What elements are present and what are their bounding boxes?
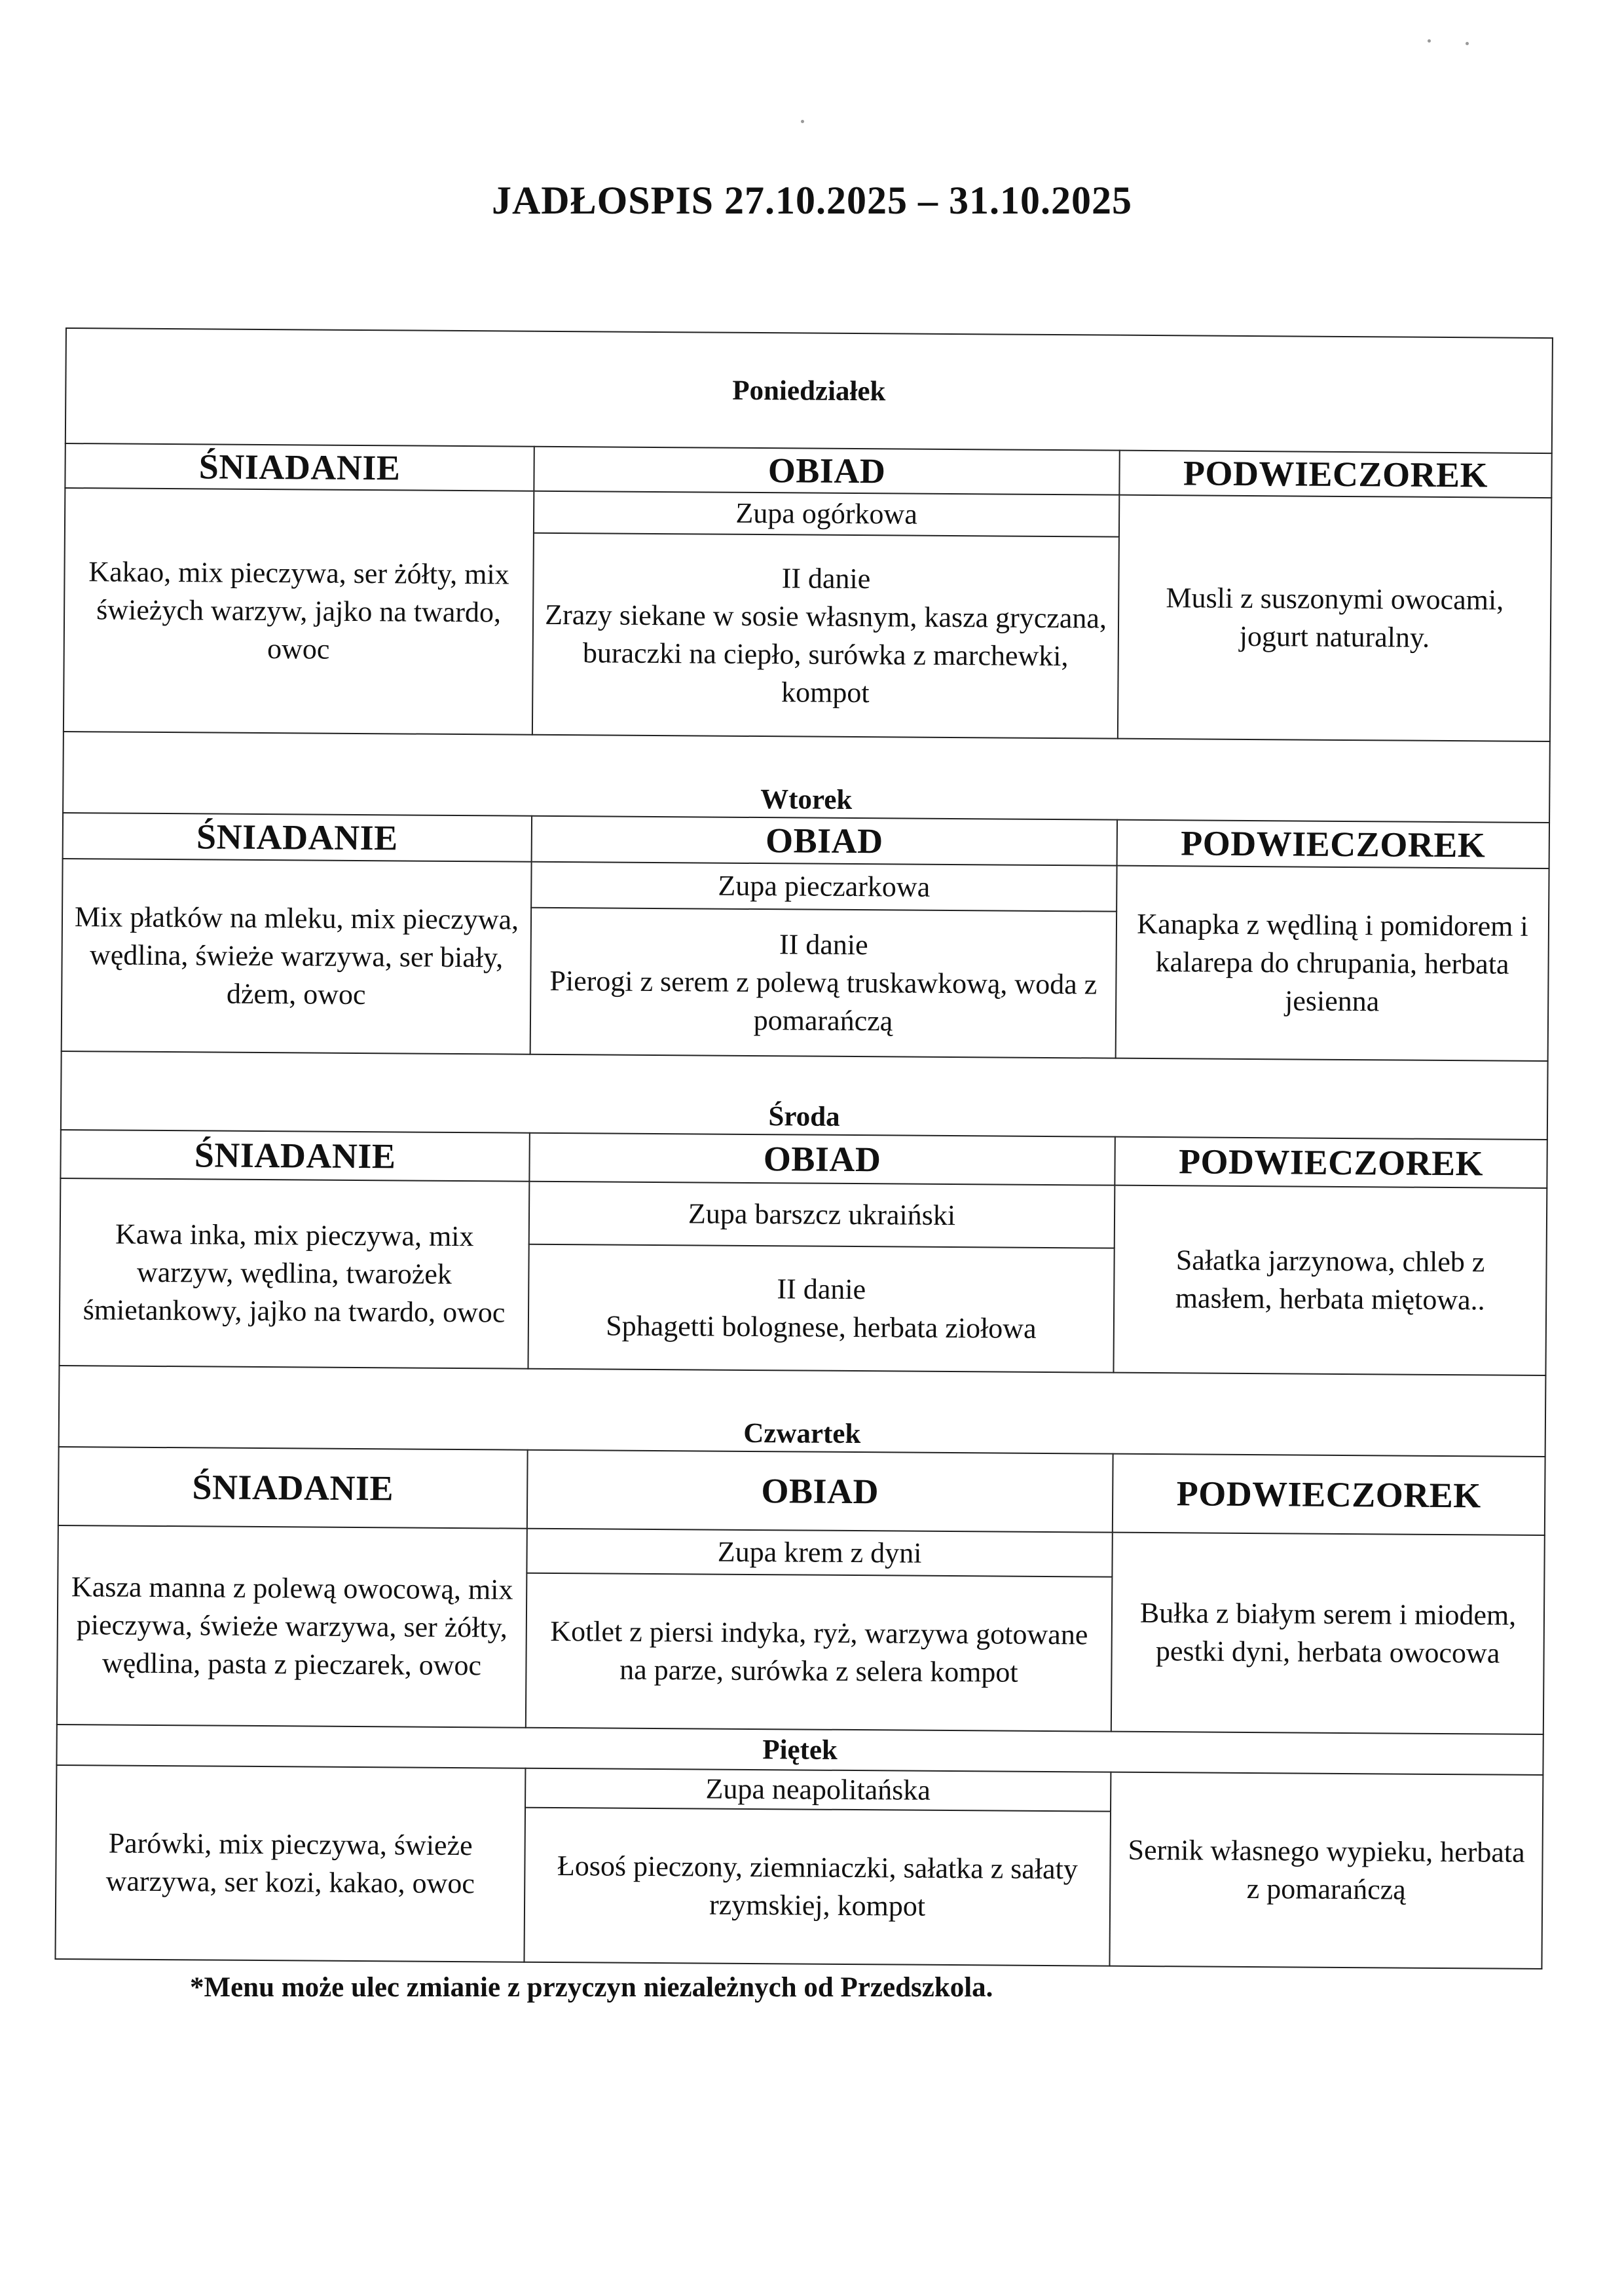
main-course-cell — [532, 533, 1119, 739]
soup-cell: Zupa krem z dyni — [526, 1529, 1112, 1577]
snack-header: PODWIECZOREK — [1113, 1454, 1545, 1535]
scan-speck — [1466, 42, 1469, 45]
day-name: Wtorek — [63, 732, 1550, 823]
lunch-header: OBIAD — [527, 1450, 1113, 1533]
breakfast-cell: Kakao, mix pieczywa, ser żółty, mix świeżych warzyw, jajko na twardo, owoc — [64, 488, 534, 735]
soup-cell: Zupa barszcz ukraiński — [529, 1182, 1115, 1248]
page-title: JADŁOSPIS 27.10.2025 – 31.10.2025 — [491, 179, 1133, 222]
day-name: Piętek — [56, 1725, 1543, 1775]
breakfast-header: ŚNIADANIE — [65, 443, 534, 491]
snack-header: PODWIECZOREK — [1117, 820, 1549, 868]
breakfast-cell: Kasza manna z polewą owocową, mix pieczywa, świeże warzywa, ser żółty, wędlina, pasta z pieczarek, owoc — [57, 1525, 527, 1728]
main-course-cell: Kotlet z piersi indyka, ryż, warzywa gotowane na parze, surówka z selera kompot — [526, 1573, 1113, 1732]
soup-cell: Zupa neapolitańska — [525, 1768, 1111, 1812]
menu-row — [60, 1178, 1547, 1251]
soup-cell: Zupa pieczarkowa — [531, 862, 1116, 912]
snack-header: PODWIECZOREK — [1119, 451, 1551, 498]
breakfast-header: ŚNIADANIE — [60, 1130, 529, 1182]
main-course-cell: Łosoś pieczony, ziemniaczki, sałatka z sałaty rzymskiej, kompot — [524, 1808, 1111, 1966]
second-course-label: II danie — [779, 928, 868, 961]
header-row — [58, 1447, 1545, 1535]
lunch-header: OBIAD — [529, 1133, 1115, 1185]
main-course-cell — [528, 1244, 1114, 1373]
menu-row — [62, 859, 1549, 914]
breakfast-cell: Kawa inka, mix pieczywa, mix warzyw, wędlina, twarożek śmietankowy, jajko na twardo, owoc — [59, 1178, 529, 1369]
menu-row — [65, 488, 1551, 540]
main-course-text: Zrazy siekane w sosie własnym, kasza gryczana, buraczki na ciepło, surówka z marchewki, kompot — [545, 598, 1107, 709]
footnote: *Menu może ulec zmianie z przyczyn niezależnych od Przedszkola. — [190, 1972, 993, 2003]
menu-table — [54, 327, 1553, 1969]
breakfast-cell: Mix płatków na mleku, mix pieczywa, wędlina, świeże warzywa, ser biały, dżem, owoc — [62, 859, 532, 1054]
second-course-label: II danie — [781, 562, 871, 595]
day-name: Środa — [61, 1051, 1548, 1140]
main-course-text: Pierogi z serem z polewą truskawkową, woda z pomarańczą — [549, 964, 1098, 1037]
snack-header: PODWIECZOREK — [1115, 1137, 1547, 1188]
snack-cell: Kanapka z wędliną i pomidorem i kalarepa do chrupania, herbata jesienna — [1116, 866, 1549, 1061]
lunch-header: OBIAD — [534, 447, 1119, 495]
day-row-tuesday — [63, 732, 1550, 823]
day-row-monday — [65, 328, 1553, 453]
day-name: Czwartek — [59, 1366, 1546, 1457]
lunch-header: OBIAD — [532, 816, 1117, 866]
menu-row — [58, 1525, 1544, 1580]
snack-cell: Sałatka jarzynowa, chleb z masłem, herbata miętowa.. — [1113, 1185, 1547, 1375]
breakfast-header: ŚNIADANIE — [58, 1447, 528, 1529]
scan-speck — [1428, 39, 1431, 43]
breakfast-header: ŚNIADANIE — [63, 813, 532, 862]
main-course-cell — [530, 908, 1116, 1058]
main-course-text: Sphagetti bolognese, herbata ziołowa — [606, 1309, 1037, 1345]
soup-cell: Zupa ogórkowa — [534, 491, 1119, 537]
scan-speck — [801, 120, 804, 123]
second-course-label: II danie — [777, 1273, 866, 1306]
snack-cell: Bułka z białym serem i miodem, pestki dyni, herbata owocowa — [1111, 1533, 1545, 1734]
breakfast-cell: Parówki, mix pieczywa, świeże warzywa, ser kozi, kakao, owoc — [55, 1765, 525, 1962]
snack-cell: Sernik własnego wypieku, herbata z pomarańczą — [1109, 1772, 1543, 1969]
day-name: Poniedziałek — [65, 328, 1553, 453]
day-row-wednesday — [61, 1051, 1548, 1140]
day-row-thursday — [59, 1366, 1546, 1457]
snack-cell: Musli z suszonymi owocami, jogurt naturalny. — [1118, 495, 1551, 741]
